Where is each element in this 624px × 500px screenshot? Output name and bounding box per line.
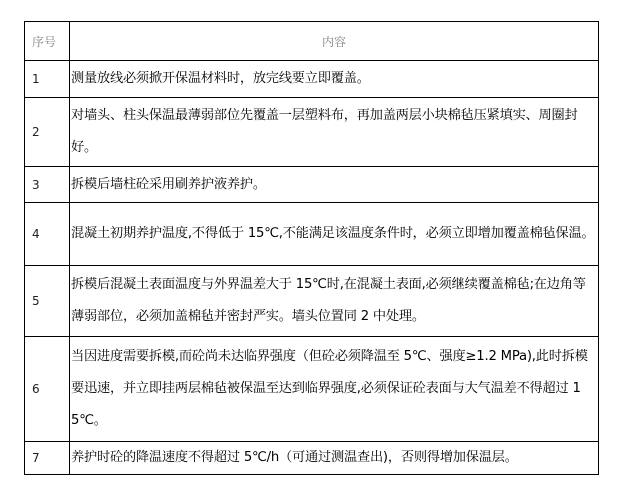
table-header-row bbox=[25, 22, 599, 61]
row-number: 6 bbox=[25, 337, 70, 442]
table-row bbox=[25, 266, 599, 337]
row-content: 对墙头、柱头保温最薄弱部位先覆盖一层塑料布，再加盖两层小块棉毡压紧填实、周圈封好。 bbox=[70, 98, 599, 167]
header-serial-number: 序号 bbox=[25, 22, 70, 61]
header-content: 内容 bbox=[70, 22, 599, 61]
table-row bbox=[25, 442, 599, 475]
row-content: 拆模后混凝土表面温度与外界温差大于 15℃时,在混凝土表面,必须继续覆盖棉毡;在边角等薄弱部位，必须加盖棉毡并密封严实。墙头位置同 2 中处理。 bbox=[70, 266, 599, 337]
row-content: 测量放线必须掀开保温材料时，放完线要立即覆盖。 bbox=[70, 61, 599, 98]
row-number: 2 bbox=[25, 98, 70, 167]
table-row bbox=[25, 61, 599, 98]
row-content: 当因进度需要拆模,而砼尚未达临界强度（但砼必须降温至 5℃、强度≥1.2 MPa),此时拆模要迅速，并立即挂两层棉毡被保温至达到临界强度,必须保证砼表面与大气温差不得超过 15℃。 bbox=[70, 337, 599, 442]
measures-table bbox=[24, 21, 599, 475]
row-content: 养护时砼的降温速度不得超过 5℃/h（可通过测温查出)，否则得增加保温层。 bbox=[70, 442, 599, 475]
row-number: 1 bbox=[25, 61, 70, 98]
row-content: 拆模后墙柱砼采用刷养护液养护。 bbox=[70, 167, 599, 203]
table-row bbox=[25, 203, 599, 266]
row-content: 混凝土初期养护温度,不得低于 15℃,不能满足该温度条件时，必须立即增加覆盖棉毡保温。 bbox=[70, 203, 599, 266]
row-number: 7 bbox=[25, 442, 70, 475]
row-number: 5 bbox=[25, 266, 70, 337]
table-row bbox=[25, 337, 599, 442]
row-number: 4 bbox=[25, 203, 70, 266]
table-row bbox=[25, 98, 599, 167]
table-row bbox=[25, 167, 599, 203]
row-number: 3 bbox=[25, 167, 70, 203]
